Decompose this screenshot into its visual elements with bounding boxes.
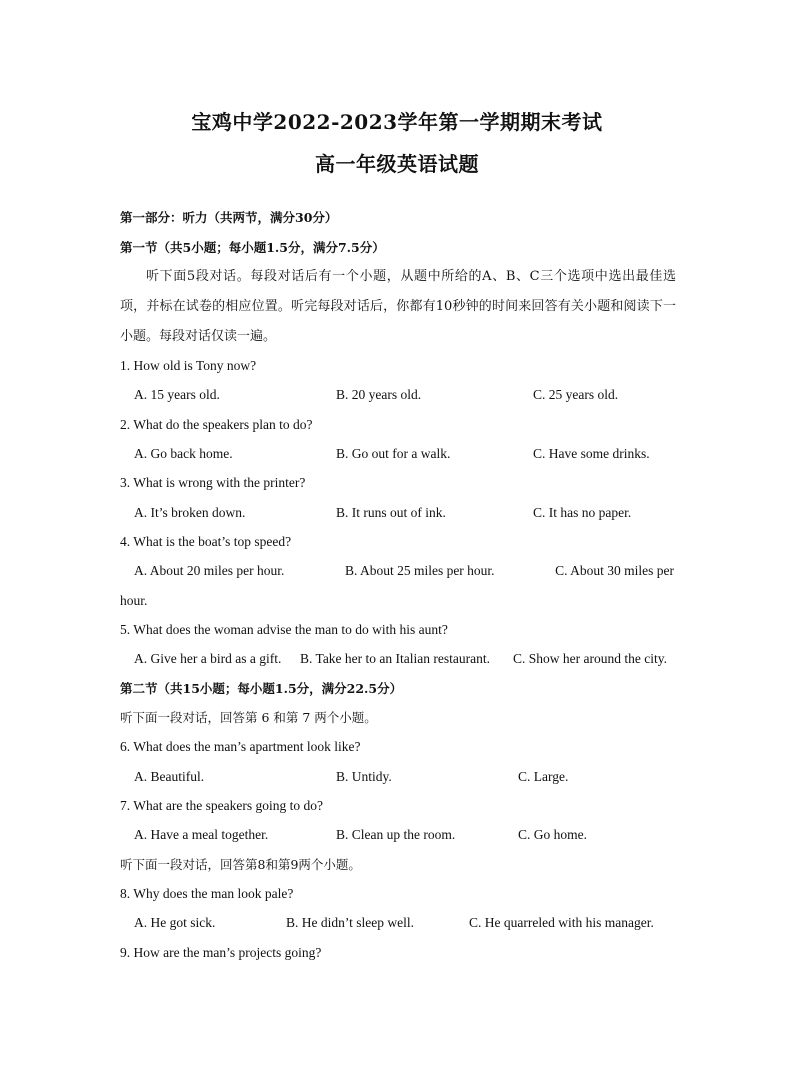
q6-option-b: B. Untidy. bbox=[336, 769, 392, 784]
q8-option-b: B. He didn’t sleep well. bbox=[286, 915, 414, 930]
dialog-6-7-intro: 听下面一段对话，回答第 6 和第 7 两个小题。 bbox=[120, 710, 377, 725]
part1-heading: 第一部分：听力（共两节，满分30分） bbox=[120, 210, 338, 225]
q8-option-a: A. He got sick. bbox=[134, 915, 216, 930]
q1-option-b: B. 20 years old. bbox=[336, 387, 422, 402]
q3-option-b: B. It runs out of ink. bbox=[336, 505, 446, 520]
q8-option-c: C. He quarreled with his manager. bbox=[469, 915, 654, 930]
q1-option-a: A. 15 years old. bbox=[134, 387, 220, 402]
question-2: 2. What do the speakers plan to do? bbox=[120, 417, 313, 432]
question-3: 3. What is wrong with the printer? bbox=[120, 475, 306, 490]
q4-option-c: C. About 30 miles per bbox=[555, 563, 674, 578]
q5-option-a: A. Give her a bird as a gift. bbox=[134, 651, 282, 666]
question-1: 1. How old is Tony now? bbox=[120, 358, 257, 373]
dialog-8-9-intro: 听下面一段对话，回答第8和第9两个小题。 bbox=[120, 857, 361, 872]
section1-heading: 第一节（共5小题；每小题1.5分，满分7.5分） bbox=[120, 240, 385, 255]
exam-title: 宝鸡中学2022-2023学年第一学期期末考试 bbox=[191, 110, 603, 134]
q4-option-c-wrap: hour. bbox=[120, 593, 148, 608]
q6-option-a: A. Beautiful. bbox=[134, 769, 205, 784]
q4-option-b: B. About 25 miles per hour. bbox=[344, 563, 495, 578]
q6-option-c: C. Large. bbox=[518, 769, 569, 784]
exam-subtitle: 高一年级英语试题 bbox=[315, 152, 479, 176]
q2-option-a: A. Go back home. bbox=[134, 446, 233, 461]
question-4: 4. What is the boat’s top speed? bbox=[120, 534, 292, 549]
q2-option-c: C. Have some drinks. bbox=[533, 446, 650, 461]
section2-heading: 第二节（共15小题；每小题1.5分，满分22.5分） bbox=[120, 681, 403, 696]
q4-options-row bbox=[134, 562, 674, 580]
q1-option-c: C. 25 years old. bbox=[533, 387, 619, 402]
q7-option-c: C. Go home. bbox=[518, 827, 587, 842]
q7-option-b: B. Clean up the room. bbox=[336, 827, 456, 842]
q2-option-b: B. Go out for a walk. bbox=[336, 446, 451, 461]
question-8: 8. Why does the man look pale? bbox=[120, 886, 294, 901]
question-6: 6. What does the man’s apartment look like? bbox=[120, 739, 361, 754]
question-7: 7. What are the speakers going to do? bbox=[120, 798, 323, 813]
question-9: 9. How are the man’s projects going? bbox=[120, 945, 322, 960]
q5-option-b: B. Take her to an Italian restaurant. bbox=[300, 651, 490, 666]
q3-option-c: C. It has no paper. bbox=[533, 505, 632, 520]
q5-option-c: C. Show her around the city. bbox=[513, 651, 667, 666]
section1-instructions: 听下面5段对话。每段对话后有一个小题，从题中所给的A、B、C三个选项中选出最佳选项，并标在试卷的相应位置。听完每段对话后，你都有10秒钟的时间来回答有关小题和阅读下一小题。每段对话仅读一遍。 bbox=[120, 269, 676, 344]
question-5: 5. What does the woman advise the man to do with his aunt? bbox=[120, 622, 448, 637]
q7-option-a: A. Have a meal together. bbox=[134, 827, 269, 842]
q4-option-a: A. About 20 miles per hour. bbox=[134, 563, 285, 578]
q3-option-a: A. It’s broken down. bbox=[134, 505, 246, 520]
